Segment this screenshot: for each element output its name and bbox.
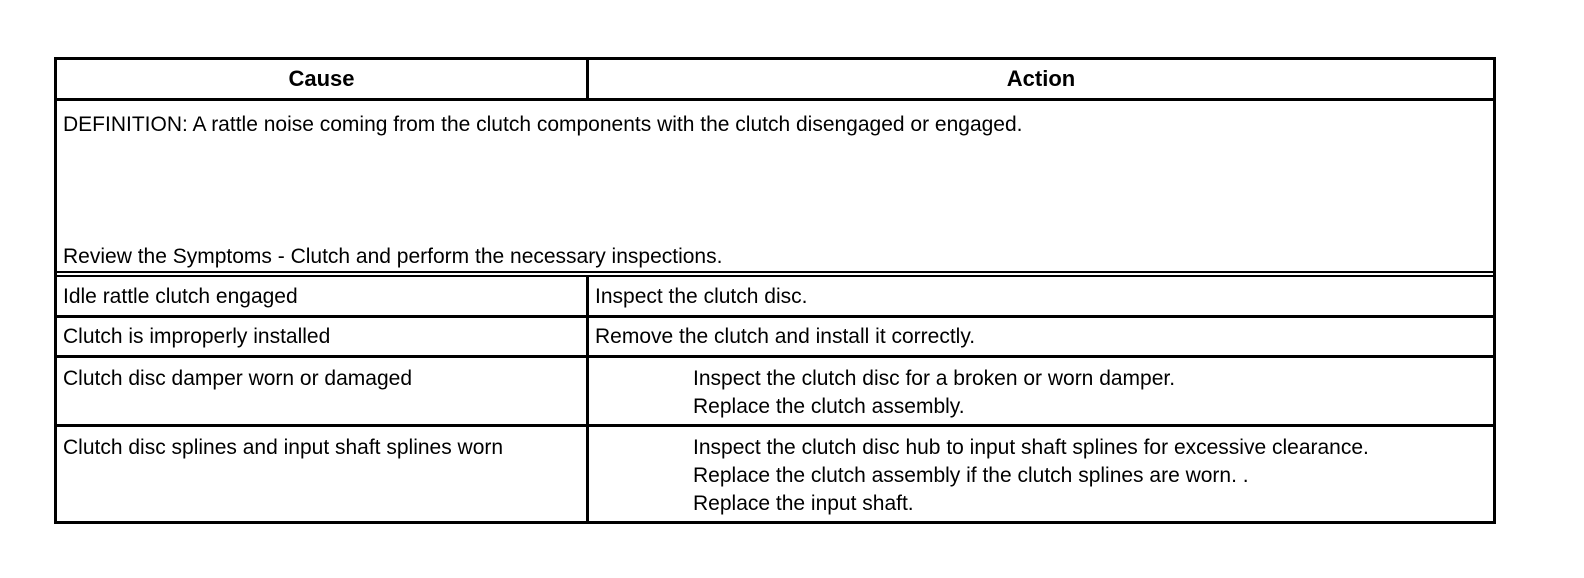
row-action bbox=[693, 434, 1369, 518]
review-text: Review the Symptoms - Clutch and perform the necessary inspections. bbox=[63, 245, 723, 268]
definition-text: DEFINITION: A rattle noise coming from the clutch components with the clutch disengaged or engaged. bbox=[63, 113, 1023, 136]
diagnostic-table bbox=[54, 57, 1496, 524]
row-divider bbox=[57, 315, 1493, 318]
row-action bbox=[693, 365, 1175, 421]
row-cause: Clutch is improperly installed bbox=[63, 325, 331, 348]
row-action: Remove the clutch and install it correctly. bbox=[595, 325, 976, 348]
row-cause: Clutch disc damper worn or damaged bbox=[63, 367, 413, 390]
row-cause: Clutch disc splines and input shaft splines worn bbox=[63, 436, 504, 459]
action-line: Inspect the clutch disc hub to input shaft splines for excessive clearance. bbox=[693, 436, 1369, 459]
action-line: Inspect the clutch disc for a broken or worn damper. bbox=[693, 367, 1176, 390]
definition-divider-bottom bbox=[57, 275, 1493, 277]
header-cause: Cause bbox=[288, 66, 355, 91]
action-line: Replace the clutch assembly. bbox=[693, 395, 965, 418]
definition-divider-top bbox=[57, 271, 1493, 273]
row-divider bbox=[57, 355, 1493, 358]
row-cause: Idle rattle clutch engaged bbox=[63, 285, 298, 308]
action-line: Replace the clutch assembly if the clutch splines are worn. . bbox=[693, 464, 1249, 487]
column-divider bbox=[586, 275, 589, 521]
row-action: Inspect the clutch disc. bbox=[595, 285, 808, 308]
header-action: Action bbox=[1006, 66, 1076, 91]
column-divider bbox=[586, 60, 589, 98]
header-divider bbox=[57, 98, 1493, 101]
row-divider bbox=[57, 424, 1493, 427]
action-line: Replace the input shaft. bbox=[693, 492, 914, 515]
